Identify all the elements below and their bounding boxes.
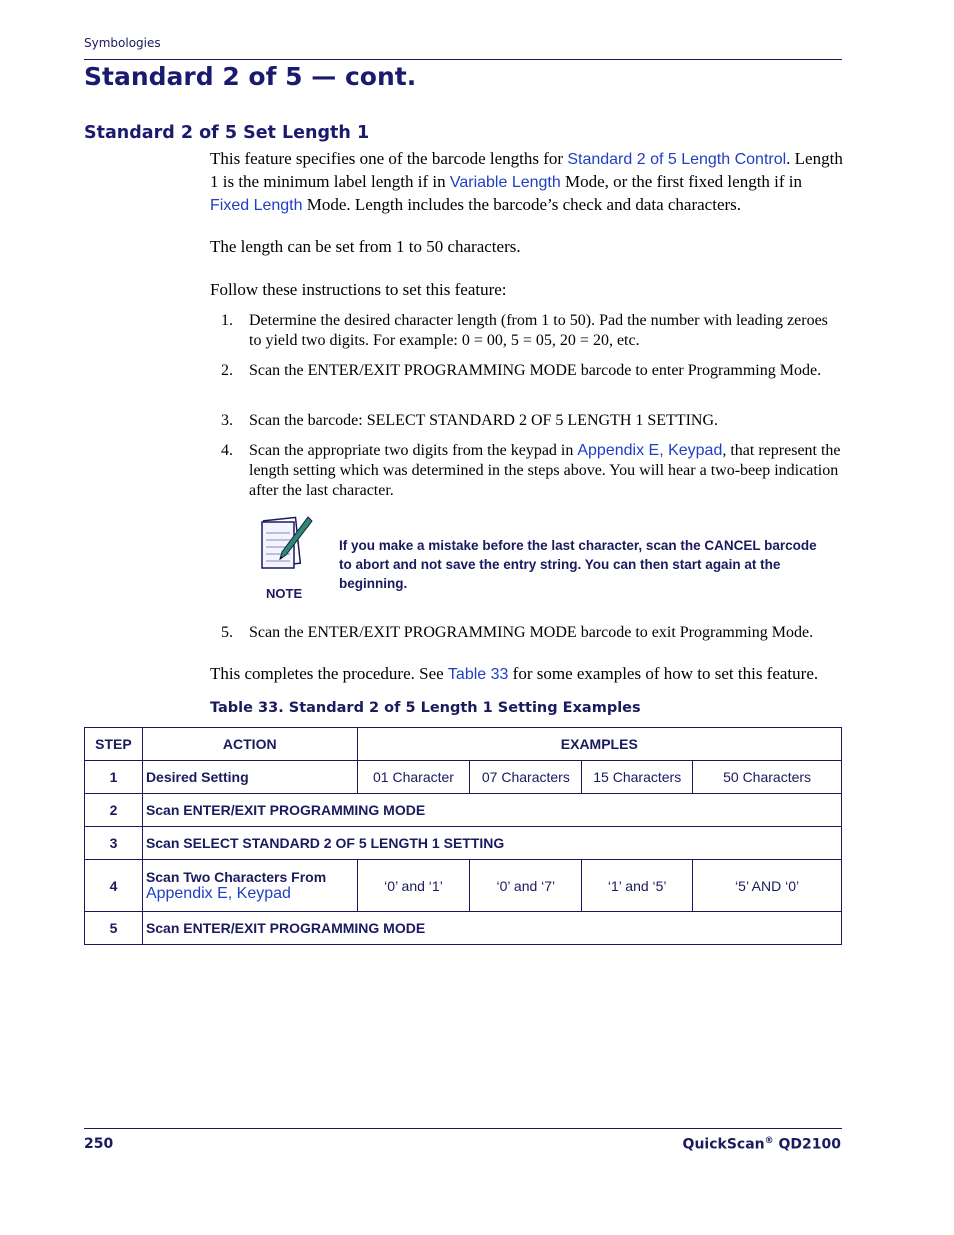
table-row [85, 794, 842, 827]
table-caption: Table 33. Standard 2 of 5 Length 1 Setting Examples [210, 700, 641, 716]
header-step: STEP [85, 728, 143, 761]
appendix-e-keypad-link[interactable]: Appendix E, Keypad [577, 442, 723, 459]
intro-text-1: This feature specifies one of the barcode lengths for [210, 149, 568, 168]
length-control-link[interactable]: Standard 2 of 5 Length Control [567, 151, 787, 168]
header-examples: EXAMPLES [357, 728, 841, 761]
example-cell: 50 Characters [693, 761, 842, 794]
example-cell: ‘0’ and ‘7’ [470, 860, 582, 912]
step-text: Scan the ENTER/EXIT PROGRAMMING MODE barcode to enter Programming Mode. [249, 362, 822, 379]
step-cell: 1 [85, 761, 143, 794]
note-text: If you make a mistake before the last character, scan the CANCEL barcode to abort and not save the entry string. You can then start again at the beginning. [339, 538, 817, 591]
page-title: Standard 2 of 5 — cont. [84, 62, 417, 91]
product-name [683, 1136, 841, 1153]
intro-text-4: Mode. Length includes the barcode’s check and data characters. [302, 195, 742, 214]
step-cell: 3 [85, 827, 143, 860]
note-pad-icon [256, 513, 314, 573]
table-row [85, 761, 842, 794]
action-text: Scan Two Characters From [145, 868, 327, 885]
action-cell: Scan ENTER/EXIT PROGRAMMING MODE [142, 912, 841, 945]
table-row [85, 827, 842, 860]
step-cell: 2 [85, 794, 143, 827]
step-number: 3. [221, 412, 233, 429]
footer-rule [84, 1128, 842, 1129]
example-cell: 07 Characters [470, 761, 582, 794]
step-number: 4. [221, 442, 233, 459]
intro-paragraph [210, 148, 845, 217]
table-row [85, 860, 842, 912]
examples-table [84, 727, 842, 945]
example-cell: ‘5’ AND ‘0’ [693, 860, 842, 912]
completion-text [210, 663, 845, 686]
step-text: Scan the ENTER/EXIT PROGRAMMING MODE barcode to exit Programming Mode. [249, 624, 814, 641]
header-rule [84, 59, 842, 60]
fixed-length-link[interactable]: Fixed Length [210, 197, 303, 214]
action-cell: Scan SELECT STANDARD 2 OF 5 LENGTH 1 SETTING [142, 827, 841, 860]
step-text-before: Scan the appropriate two digits from the keypad in [249, 442, 578, 459]
appendix-e-keypad-table-link[interactable]: Appendix E, Keypad [145, 884, 291, 902]
action-cell [142, 860, 357, 912]
step-text: Scan the barcode: SELECT STANDARD 2 OF 5 LENGTH 1 SETTING. [249, 412, 719, 429]
step-text [249, 441, 844, 501]
note-label: NOTE [266, 586, 303, 601]
product-model: QD2100 [773, 1136, 841, 1153]
completion-after: for some examples of how to set this feature. [508, 664, 819, 683]
intro-text-2: . Length 1 is the minimum label length if in [210, 149, 843, 191]
step-text: Determine the desired character length (from 1 to 50). Pad the number with leading zeroes to yield two digits. For example: 0 = 00, 5 = 05, 20 = 20, etc. [249, 312, 828, 349]
table-33-link[interactable]: Table 33 [447, 666, 509, 683]
running-header: Symbologies [84, 36, 161, 50]
range-text: The length can be set from 1 to 50 characters. [210, 237, 521, 256]
step-text-after: , that represent the length setting which was determined in the steps above. You will hear a two-beep indication after the last character. [249, 442, 841, 499]
product-brand: QuickScan [682, 1136, 765, 1153]
example-cell: 15 Characters [582, 761, 693, 794]
step-cell: 5 [85, 912, 143, 945]
table-header-row [85, 728, 842, 761]
completion-before: This completes the procedure. See [210, 664, 448, 683]
action-cell: Desired Setting [142, 761, 357, 794]
variable-length-link[interactable]: Variable Length [449, 174, 561, 191]
step-number: 2. [221, 362, 233, 379]
action-cell: Scan ENTER/EXIT PROGRAMMING MODE [142, 794, 841, 827]
intro-text-3: Mode, or the first fixed length if in [560, 172, 803, 191]
table-row [85, 912, 842, 945]
registered-mark: ® [764, 1136, 774, 1146]
example-cell: 01 Character [357, 761, 470, 794]
header-action: ACTION [142, 728, 357, 761]
step-number: 1. [221, 312, 233, 329]
section-subtitle: Standard 2 of 5 Set Length 1 [84, 123, 370, 143]
follow-text: Follow these instructions to set this feature: [210, 280, 507, 299]
step-number: 5. [221, 624, 233, 641]
example-cell: ‘1’ and ‘5’ [582, 860, 693, 912]
page-number: 250 [84, 1136, 114, 1152]
example-cell: ‘0’ and ‘1’ [357, 860, 470, 912]
step-cell: 4 [85, 860, 143, 912]
